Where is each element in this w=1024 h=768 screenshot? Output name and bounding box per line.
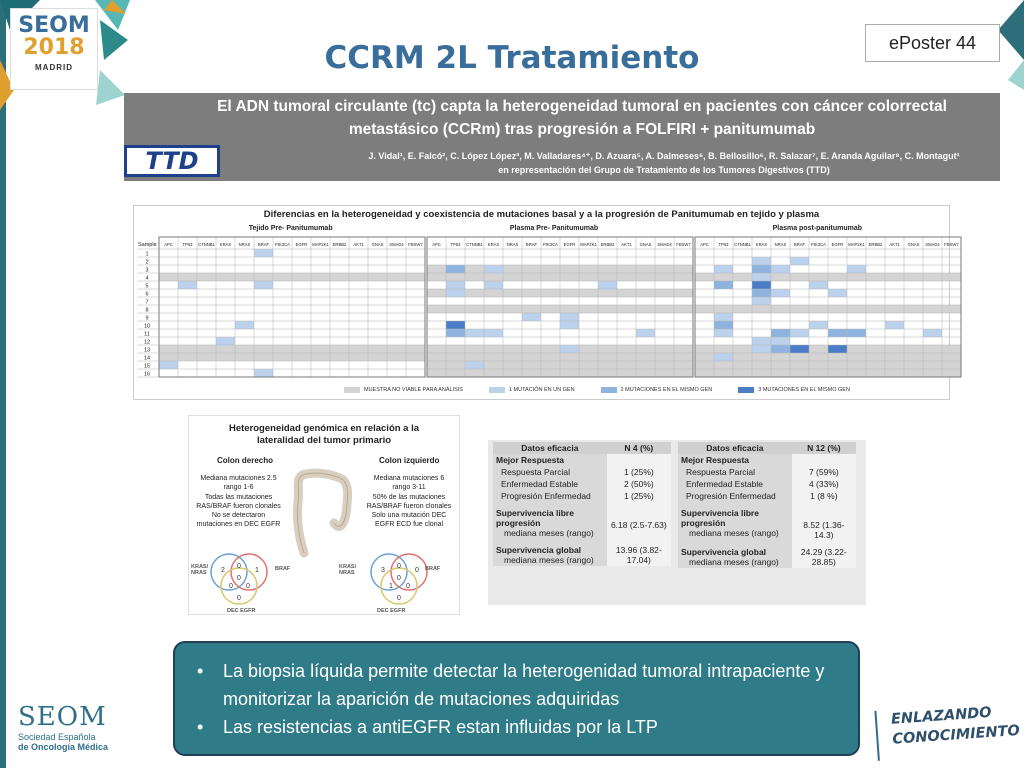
legend-nonviable: MUESTRA NO VIABLE PARA ANÁLISIS — [344, 387, 463, 393]
svg-text:0: 0 — [237, 595, 241, 602]
sample-id: 11 — [144, 331, 150, 338]
mutation-cell — [714, 313, 733, 321]
sample-id: 1 — [145, 251, 149, 258]
venn-right-braf-label: BRAF — [275, 566, 291, 572]
mutation-cell — [752, 345, 771, 353]
mutation-cell — [847, 265, 866, 273]
mutation-cell — [484, 329, 503, 337]
gene-header: MAP2K1 — [580, 242, 597, 247]
sample-id: 6 — [145, 291, 149, 298]
colon-right-text: Mediana mutaciones 2.5 rango 1-6 Todas las mutaciones RAS/BRAF fueron clonales No se detectaron mutaciones en DEC EGFR — [196, 475, 281, 529]
group-plasma-post: Plasma post-panitumumab — [772, 225, 863, 232]
gene-header: AKT1 — [889, 242, 900, 247]
seom-footer-title: SEOM — [18, 702, 107, 732]
mutation-cell — [446, 329, 465, 337]
eposter-label: ePoster 44 — [865, 24, 1000, 62]
mutation-cell — [752, 289, 771, 297]
gene-header: MAP2K1 — [312, 242, 329, 247]
mutation-heatmap — [137, 237, 959, 383]
poster-title — [124, 93, 1000, 141]
sample-id: 14 — [143, 355, 151, 362]
mutation-cell — [465, 361, 484, 369]
mutation-cell — [828, 289, 847, 297]
mutation-cell — [771, 345, 790, 353]
poster-title-line1: El ADN tumoral circulante (tc) capta la heterogeneidad tumoral en pacientes con cáncer colorrectal — [217, 98, 947, 115]
mutation-cell — [216, 337, 235, 345]
venn-right-n0: 2 — [221, 567, 225, 574]
gene-header: TP53 — [450, 242, 461, 247]
legend-three-mutations: 3 MUTACIONES EN EL MISMO GEN — [738, 387, 850, 393]
gene-header: GNAS — [907, 242, 920, 247]
group-tejido-pre: Tejido Pre- Panitumumab — [248, 225, 333, 232]
gene-header: BRAF — [793, 242, 806, 247]
venn-right-dec-label: DEC EGFR — [227, 608, 256, 614]
svg-text:0: 0 — [246, 583, 250, 590]
mutation-cell — [484, 265, 503, 273]
mutation-cell — [159, 361, 178, 369]
gene-header: AKT1 — [353, 242, 364, 247]
sample-id: 8 — [145, 307, 149, 314]
gene-header: GNAS — [639, 242, 652, 247]
gene-header: FBXW7 — [408, 242, 423, 247]
mutation-cell — [254, 249, 273, 257]
mutation-cell — [809, 321, 828, 329]
gene-header: APC — [700, 242, 709, 247]
mutation-cell — [714, 321, 733, 329]
gene-header: CTNNB1 — [734, 242, 751, 247]
slide-title: CCRM 2L Tratamiento — [324, 40, 700, 76]
mutation-cell — [714, 265, 733, 273]
venn-left-braf-label: BRAF — [425, 566, 441, 572]
gene-header: GNAS — [371, 242, 384, 247]
seom-footer-sub1: Sociedad Española — [18, 732, 96, 742]
gene-header: SMAD4 — [389, 242, 404, 247]
gene-header: ERBB2 — [600, 242, 615, 247]
gene-header: AKT1 — [621, 242, 632, 247]
venn-colon-left — [359, 546, 439, 608]
gene-header: EGFR — [563, 242, 576, 247]
svg-text:0: 0 — [237, 575, 241, 582]
mutation-cell — [809, 281, 828, 289]
logo-city-text: MADRID — [35, 63, 73, 72]
gene-header: APC — [164, 242, 173, 247]
colon-left-text: Mediana mutaciones 6 rango 3-11 50% de las mutaciones RAS/BRAF fueron clonales Solo una mutación DEC EGFR ECD fue clonal — [366, 475, 452, 529]
svg-text:0: 0 — [397, 595, 401, 602]
mutation-cell — [636, 329, 655, 337]
gene-header: BRAF — [525, 242, 538, 247]
sample-id: 15 — [143, 363, 151, 370]
poster-title-line2: metastásico (CCRm) tras progresión a FOLFIRI + panitumumab — [348, 121, 816, 138]
mutation-cell — [522, 313, 541, 321]
gene-header: ERBB2 — [332, 242, 347, 247]
gene-header: FBXW7 — [676, 242, 691, 247]
legend-one-mutation: 1 MUTACIÓN EN UN GEN — [489, 387, 575, 393]
mutation-cell — [847, 329, 866, 337]
svg-text:0: 0 — [406, 583, 410, 590]
sample-id: 9 — [145, 315, 149, 322]
mutation-cell — [254, 281, 273, 289]
mutation-cell — [828, 329, 847, 337]
mutation-cell — [771, 329, 790, 337]
gene-header: APC — [432, 242, 441, 247]
gene-header: SMAD4 — [657, 242, 672, 247]
svg-text:0: 0 — [397, 575, 401, 582]
mutation-cell — [178, 281, 197, 289]
gene-header: PIK3CA — [275, 242, 290, 247]
svg-text:1: 1 — [255, 567, 259, 574]
mutation-cell — [771, 289, 790, 297]
mutation-table-panel — [133, 205, 959, 400]
heterogeneity-panel — [188, 415, 460, 615]
logo-seom-text: SEOM — [18, 13, 90, 38]
mutation-cell — [790, 329, 809, 337]
mutation-cell — [235, 321, 254, 329]
sample-id: 2 — [145, 259, 149, 266]
mutation-cell — [752, 257, 771, 265]
conclusions-box — [173, 641, 860, 756]
conclusion-item: • La biopsia líquida permite detectar la heterogenidad tumoral intrapaciente y monitorizar la aparición de mutaciones adquiridas — [193, 657, 840, 713]
authors-line2: en representación del Grupo de Tratamiento de los Tumores Digestivos (TTD) — [498, 165, 830, 175]
efficacy-table-n4: Datos eficacia N 4 (%) Mejor Respuesta Respuesta Parcial 1 (25%) Enfermedad Estable 2 (50%) Progresión Enfermedad 1 (25%) Supervivencia libre progresión mediana meses (rango) 6.18 (2.5-7.63) Supervivencia global mediana meses (rango) 13.96 (3.82-17.04) — [493, 442, 671, 566]
svg-text:0: 0 — [229, 583, 233, 590]
gene-header: ERBB2 — [868, 242, 883, 247]
legend-two-mutations: 2 MUTACIONES EN EL MISMO GEN — [601, 387, 713, 393]
seom-footer-sub2: de Oncología Médica — [18, 742, 109, 752]
gene-header: MAP2K1 — [848, 242, 865, 247]
efficacy-table-n12: Datos eficacia N 12 (%) Mejor Respuesta Respuesta Parcial 7 (59%) Enfermedad Estable 4 (33%) Progresión Enfermedad 1 (8 %) Supervivencia libre progresión mediana meses (rango) 8.52 (1.36-14.3) Supervivencia global mediana meses (rango) 24.29 (3.22-28.85) — [678, 442, 856, 568]
venn-right-kras-label: KRAS/ NRAS — [191, 564, 209, 576]
mutation-cell — [828, 345, 847, 353]
mutation-cell — [752, 281, 771, 289]
mutation-cell — [714, 281, 733, 289]
mutation-cell — [923, 329, 942, 337]
venn-left-dec-label: DEC EGFR — [377, 608, 406, 614]
conclusion-item: • Las resistencias a antiEGFR estan influidas por la LTP — [193, 713, 840, 741]
mutation-cell — [254, 369, 273, 377]
mutation-cell — [752, 273, 771, 281]
venn-left-kras-label: KRAS/ NRAS — [339, 564, 357, 576]
gene-header: KRAS — [755, 242, 768, 247]
sample-id: 16 — [143, 371, 151, 378]
mutation-cell — [560, 313, 579, 321]
gene-header: EGFR — [295, 242, 308, 247]
sample-id: 4 — [145, 275, 149, 282]
mutation-cell — [752, 337, 771, 345]
mutation-cell — [484, 281, 503, 289]
gene-header: KRAS — [219, 242, 232, 247]
mutation-cell — [771, 265, 790, 273]
gene-header: TP53 — [718, 242, 729, 247]
gene-header: FBXW7 — [944, 242, 959, 247]
ttd-logo: TTD — [124, 145, 220, 177]
gene-header: EGFR — [831, 242, 844, 247]
mutation-cell — [714, 329, 733, 337]
gene-header: KRAS — [487, 242, 500, 247]
mutation-cell — [598, 281, 617, 289]
venn-colon-right — [199, 546, 279, 608]
gene-header: CTNNB1 — [466, 242, 483, 247]
mutation-cell — [790, 345, 809, 353]
heterogeneity-title: Heterogeneidad genómica en relación a la lateralidad del tumor primario — [228, 423, 420, 446]
group-plasma-pre: Plasma Pre- Panitumumab — [509, 225, 599, 232]
sample-header: Sample — [138, 242, 157, 248]
gene-header: NRAS — [506, 242, 519, 247]
mutation-cell — [446, 289, 465, 297]
mutation-cell — [714, 353, 733, 361]
seom-footer-logo — [18, 702, 128, 752]
sample-id: 5 — [145, 283, 149, 290]
poster-banner — [124, 93, 1000, 181]
gene-header: PIK3CA — [543, 242, 558, 247]
poster-authors — [354, 149, 974, 177]
colon-left-heading: Colon izquierdo — [379, 456, 440, 465]
sample-id: 10 — [143, 323, 151, 330]
mutation-cell — [790, 257, 809, 265]
mutation-cell — [560, 345, 579, 353]
sample-id: 3 — [145, 267, 149, 274]
mutation-cell — [771, 337, 790, 345]
sample-id: 13 — [143, 347, 151, 354]
mutation-table-groups — [159, 225, 949, 232]
mutation-cell — [446, 265, 465, 273]
svg-text:1: 1 — [389, 583, 393, 590]
sample-id: 7 — [145, 299, 149, 306]
mutation-legend — [344, 387, 850, 393]
left-accent-bar — [0, 0, 6, 768]
gene-header: SMAD4 — [925, 242, 940, 247]
svg-text:0: 0 — [397, 563, 401, 570]
mutation-cell — [560, 321, 579, 329]
colon-illustration-icon — [284, 468, 354, 558]
gene-header: PIK3CA — [811, 242, 826, 247]
authors-line1: J. Vidal¹, E. Falcó², C. López López³, M. Valladares⁴⁺, D. Azuara⁵, A. Dalmeses⁶, B. Bellosillo⁶, R. Salazar⁷, E. Aranda Aguilar⁸, C. Montagut¹ — [368, 151, 960, 161]
svg-text:0: 0 — [415, 567, 419, 574]
efficacy-panel — [488, 440, 866, 605]
enlazando-conocimiento-logo: ENLAZANDO CONOCIMIENTO — [874, 701, 1017, 761]
mutation-cell — [446, 321, 465, 329]
logo-year-text: 2018 — [23, 35, 85, 60]
mutation-cell — [465, 329, 484, 337]
mutation-table-title: Diferencias en la heterogeneidad y coexistencia de mutaciones basal y a la progresión de Panitumumab en tejido y plasma — [263, 209, 820, 220]
gene-header: NRAS — [238, 242, 251, 247]
colon-right-heading: Colon derecho — [217, 456, 274, 465]
mutation-cell — [752, 265, 771, 273]
mutation-cell — [752, 297, 771, 305]
svg-text:3: 3 — [381, 567, 385, 574]
mutation-cell — [885, 321, 904, 329]
gene-header: BRAF — [257, 242, 270, 247]
gene-header: TP53 — [182, 242, 193, 247]
svg-text:0: 0 — [237, 563, 241, 570]
gene-header: NRAS — [774, 242, 787, 247]
gene-header: CTNNB1 — [198, 242, 215, 247]
mutation-cell — [446, 281, 465, 289]
sample-id: 12 — [143, 339, 151, 346]
